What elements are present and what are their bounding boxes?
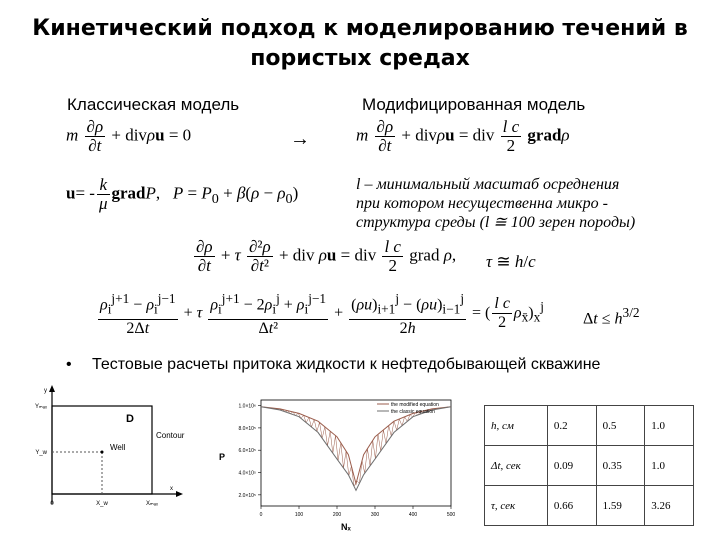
x-axis-label: x: [170, 486, 173, 492]
discrete-scheme-equation: $\frac{\rho_i^{j+1} - \rho_i^{j-1}}{2\Delta t}$ + τ $\frac{\rho_i^{j+1} - 2\rho_i^j + \rho_i^{j-1}}{\text{Δt²}}$ + $\frac{(\rho u)_{i+1}^j - (\rho u)_{i-1}^j}{2h}$ = ( $\frac{\text{l c}}{2}$ $\rho_{x̄})_x^j$: [100, 291, 544, 337]
y-tick-label: 8.0×10⁵: [238, 425, 256, 432]
y-tick-label: 4.0×10⁵: [238, 470, 256, 477]
domain-label: D: [126, 413, 134, 425]
series-line-2: [261, 407, 451, 491]
y-axis-label: y: [44, 388, 47, 394]
y-tick-label: 2.0×10⁵: [238, 492, 256, 499]
x-tick-label: 400: [408, 512, 418, 518]
classic-continuity-equation: m $\frac{\partial\rho}{\partial t}$ + divρu = 0: [66, 117, 192, 155]
title-line-1: Кинетический подход к моделированию течений в: [32, 16, 688, 41]
title-line-2: пористых средах: [250, 46, 470, 71]
origin-label: 0: [50, 501, 54, 507]
time-step-condition: $\Delta t \le h^{3/2}$: [583, 305, 640, 328]
well-label: Well: [110, 443, 126, 452]
table-cell: 1.59: [596, 486, 645, 526]
y-tick-label: 1.0×10⁶: [238, 403, 256, 410]
table-cell: 1.0: [645, 446, 694, 486]
plot-ylabel: P: [219, 452, 226, 462]
bullet-test-calculations: Тестовые расчеты притока жидкости к нефтедобывающей скважине: [92, 356, 601, 373]
bullet-icon: •: [66, 356, 72, 373]
table-row-header: h, см: [485, 406, 548, 446]
y-tick-label: 6.0×10⁵: [238, 448, 256, 455]
table-cell: 0.5: [596, 406, 645, 446]
table-row-header: Δt, сек: [485, 446, 548, 486]
contour-label: Contour: [156, 431, 185, 440]
legend-label: the modified equation: [391, 402, 439, 408]
x-tick-label: 300: [370, 512, 380, 518]
modified-continuity-equation: m $\frac{\partial\rho}{\partial t}$ + divρu = div $\frac{\text{l c}}{2}$ gradρ: [356, 117, 570, 155]
well-point: [101, 451, 104, 454]
table-cell: 0.09: [547, 446, 596, 486]
note-line-1: l – минимальный масштаб осреднения: [356, 176, 620, 193]
x-tick-label: 100: [294, 512, 304, 518]
second-order-equation: $\frac{\partial\rho}{\partial t}$ + τ $\frac{\text{∂²ρ}}{\text{∂t²}}$ + div ρu = div $\frac{\text{l c}}{2}$ grad ρ,: [196, 237, 457, 275]
table-cell: 1.0: [645, 406, 694, 446]
heading-classic-model: Классическая модель: [67, 95, 240, 114]
plot-xlabel: Nₓ: [341, 522, 351, 532]
table-row: [485, 486, 694, 526]
x-max-label: Xₘₐₓ: [146, 501, 158, 507]
domain-diagram: [30, 384, 200, 514]
heading-modified-model: Модифицированная модель: [362, 95, 586, 114]
x-well-label: X_w: [96, 501, 108, 507]
y-well-label: Y_w: [35, 450, 47, 456]
x-axis-arrow-icon: [176, 491, 183, 497]
arrow-icon: →: [290, 128, 310, 150]
table-cell: 0.35: [596, 446, 645, 486]
x-tick-label: 0: [259, 512, 263, 518]
darcy-law-equation: u= - $\frac{k}{\mu}$ gradP, $P = P_0 + \beta(\rho - \rho_0)$: [66, 175, 299, 213]
table-row: [485, 446, 694, 486]
table-cell: 0.66: [547, 486, 596, 526]
note-line-2: при котором несущественна микро -: [356, 195, 608, 212]
tau-estimate: τ ≅ h/c: [486, 252, 536, 271]
legend-label: the classic equation: [391, 409, 435, 415]
slide-title: [0, 14, 720, 74]
y-axis-arrow-icon: [49, 385, 55, 392]
table-row-header: τ, сек: [485, 486, 548, 526]
averaging-scale-note: [356, 175, 635, 232]
results-table: [484, 405, 694, 526]
y-max-label: Yₘₐₓ: [35, 404, 47, 410]
table-row: [485, 406, 694, 446]
x-tick-label: 500: [446, 512, 455, 518]
x-tick-label: 200: [332, 512, 342, 518]
table-cell: 3.26: [645, 486, 694, 526]
table-cell: 0.2: [547, 406, 596, 446]
series-oscillation-line: [261, 407, 450, 487]
series-line-1: [261, 407, 451, 484]
note-line-3: структура среды (l ≅ 100 зерен породы): [356, 214, 636, 231]
pressure-profile-chart: [205, 384, 455, 534]
